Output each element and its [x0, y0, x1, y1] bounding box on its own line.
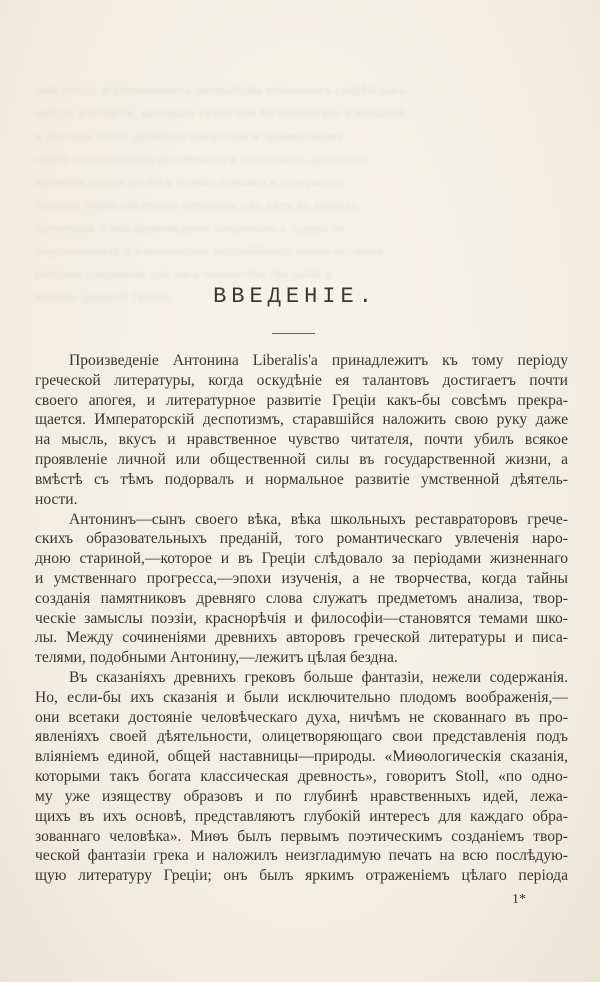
text-line: созданія памятниковъ древняго слова служатъ предметомъ анализа, твор-: [35, 589, 568, 607]
text-line: му уже изяществу образовъ и по глубинѣ нравственныхъ идей, лежа-: [35, 787, 568, 805]
text-line: Произведеніе Антонина Liberalis'а принадлежитъ къ тому періоду: [69, 352, 568, 369]
text-line: Въ сказаніяхъ древнихъ грековъ больше фантазіи, нежели содержанія.: [69, 669, 568, 686]
bleed-line: и другихъ эпохъ древнихъ писателей и грамматиковъ: [35, 128, 344, 143]
text-line: щую литературу Греціи; онъ былъ яркимъ отраженіемъ цѣлаго періода: [35, 867, 568, 885]
bleed-line: времени дошли до насъ только отрывки и содержаніе: [35, 174, 346, 189]
text-line: ческіе замыслы поэзіи, краснорѣчія и философіи—становятся темами шко-: [35, 609, 568, 627]
text-line: своего апогея, и литературное развитіе Греціи какъ-бы совсѣмъ прекра-: [35, 391, 568, 409]
text-line: ческой фантазіи грека и наложилъ неизгладимую печать на всю послѣдую-: [35, 847, 568, 865]
text-line: вліяніемъ единой, общей наставницы—природы. «Миѳологическія сказанія,: [35, 748, 568, 766]
bleed-line: своей эпохи поэтовъ различныхъ и греческихъ древности: [35, 151, 370, 166]
chapter-heading: ВВЕДЕНІЕ.: [213, 284, 377, 309]
text-line: на мысль, вкусъ и нравственное чувство читателя, почти убилъ всякое: [35, 431, 568, 449]
bleed-line: мой эпоси, и утонченность литературы отличались скорѣй какъ-: [35, 82, 411, 97]
text-line: Антонинъ—сынъ своего вѣка, вѣка школьныхъ реставраторовъ грече-: [69, 510, 568, 528]
text-line: дною стариной,—которое и въ Греціи слѣдовало за періодами жизненнаго: [35, 550, 568, 568]
bleed-line: [35, 55, 575, 78]
text-line: скихъ образовательныхъ преданій, того романтическаго увлеченія наро-: [35, 530, 568, 548]
text-line: лы. Между сочиненіями древнихъ авторовъ греческой литературы и писа-: [35, 629, 568, 647]
text-line: щается. Императорскій деспотизмъ, старавшійся наложить свою руку даже: [35, 411, 568, 429]
text-line: которыми такъ богата классическая древность», говоритъ Stoll, «по одно-: [35, 768, 568, 786]
bleed-line: переложеніяхъ и извлеченіяхъ позднѣйшихъ компиляторовъ: [35, 243, 384, 258]
bleed-line: трудовъ этихъ писателей которыхъ уже нѣтъ въ нашихъ: [35, 197, 358, 212]
heading-divider: [272, 333, 315, 334]
body-text: [35, 351, 568, 886]
bleed-line: миѳовъ древней Греціи.: [35, 289, 174, 304]
text-line: и умственнаго прогресса,—эпохи изученія, а не творчества, когда тайны: [35, 569, 568, 587]
bleed-through-text: [35, 55, 575, 308]
text-line: вмѣстѣ съ тѣмъ подорвалъ и нормальное развитіе умственной дѣятель-: [35, 470, 568, 488]
bleed-line: временахъ и ихъ произведенія сохранились только въ: [35, 220, 346, 235]
text-line: зованнаго человѣка». Миѳъ былъ первымъ поэтическимъ созданіемъ твор-: [35, 827, 568, 845]
text-line: телями, подобными Антонину,—лежитъ цѣлая бездна.: [35, 649, 398, 667]
text-line: щихъ въ ихъ основѣ, представляютъ глубокій интересъ для каждаго обра-: [35, 807, 568, 825]
text-line: греческой литературы, когда оскудѣніе ея талантовъ достигаетъ почти: [35, 371, 568, 389]
bleed-line: которые сохранили для насъ множество преданій и: [35, 266, 333, 281]
page-number: 1*: [512, 892, 526, 907]
text-line: явленіяхъ своей дѣятельности, олицетворяющаго свои представленія подъ: [35, 728, 568, 746]
text-line: проявленіе личной или общественной силы въ государственной жизни, а: [35, 451, 568, 469]
bleed-line: нибудь и отчасти, которыхъ стали при Историческое и изящной: [35, 105, 406, 120]
text-line: ности.: [35, 490, 78, 508]
text-line: они всетаки достояніе человѣческаго духа, ничѣмъ не скованнаго въ про-: [35, 708, 568, 726]
text-line: Но, если-бы ихъ сказанія и были исключительно плодомъ воображенія,—: [35, 688, 568, 706]
